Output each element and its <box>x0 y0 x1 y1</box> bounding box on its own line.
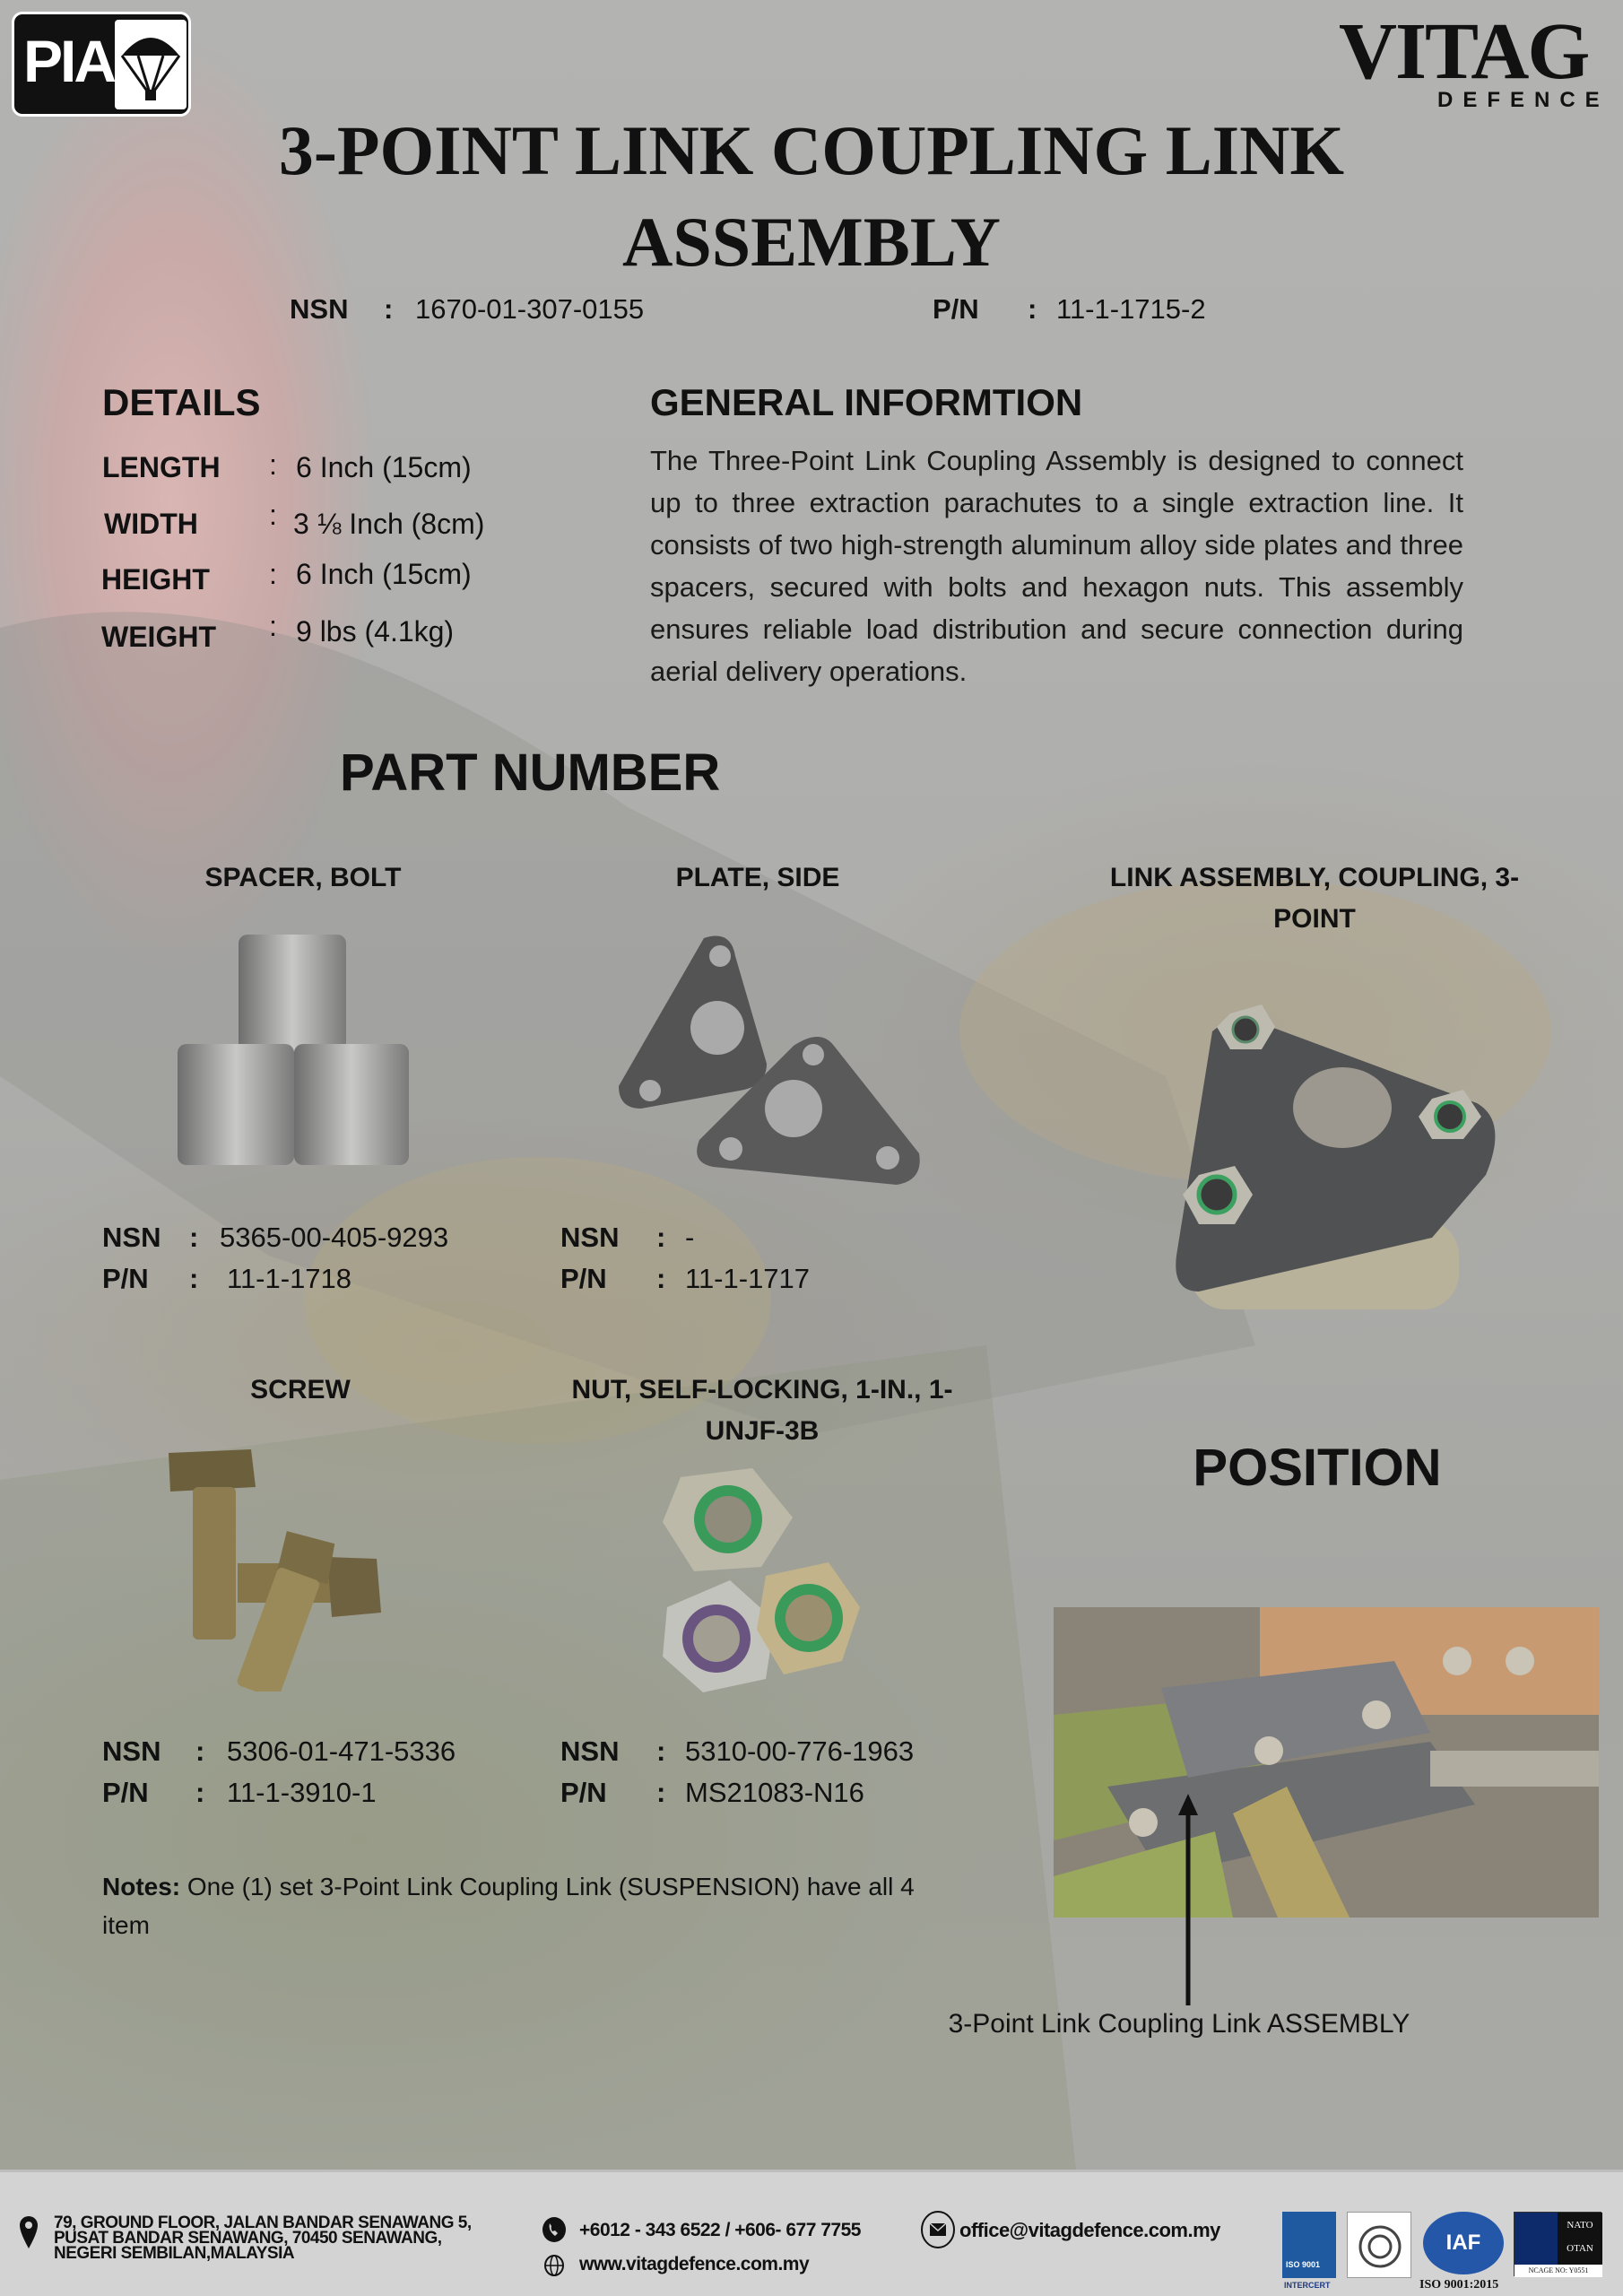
notes-text-line2: item <box>102 1911 150 1939</box>
iaf-badge: IAF <box>1423 2212 1504 2274</box>
nsn-value: 5310-00-776-1963 <box>685 1735 915 1767</box>
nato-text-block <box>1558 2213 1602 2265</box>
detail-label: WIDTH <box>104 508 198 540</box>
link-assembly-image <box>1163 996 1508 1333</box>
nut-pn-row <box>560 1777 864 1809</box>
position-caption: 3-Point Link Coupling Link ASSEMBLY <box>948 2009 1410 2039</box>
otan-text: OTAN <box>1567 2243 1593 2254</box>
pn-label: P/N <box>102 1263 149 1294</box>
nsn-label: NSN <box>560 1735 620 1767</box>
notes-text: One (1) set 3-Point Link Coupling Link (SUSPENSION) have all 4 <box>187 1873 915 1900</box>
spacer-pn-row <box>102 1263 352 1295</box>
screw-image <box>161 1442 404 1692</box>
nut-image <box>658 1464 864 1699</box>
nsn-sep: : <box>656 1222 666 1253</box>
vitag-logo-text: VITAG <box>1339 7 1589 96</box>
position-photo <box>1054 1607 1599 1918</box>
phone-number[interactable]: +6012 - 343 6522 / +606- 677 7755 <box>579 2220 861 2240</box>
pn-label: P/N <box>560 1777 607 1808</box>
pia-logo-text: PIA <box>23 28 115 94</box>
email-icon <box>920 2210 956 2249</box>
pn-sep: : <box>1028 293 1037 325</box>
nsn-value: - <box>685 1222 695 1253</box>
nsn-value: 5306-01-471-5336 <box>227 1735 456 1767</box>
arrow-icon <box>1175 1794 1202 2009</box>
detail-sep: : <box>269 499 277 531</box>
address-line: PUSAT BANDAR SENAWANG, 70450 SENAWANG, <box>54 2229 442 2248</box>
parachute-icon <box>115 20 187 109</box>
detail-value: 6 Inch (15cm) <box>296 558 472 590</box>
page-title-line2: ASSEMBLY <box>622 203 1001 281</box>
pn-label: P/N <box>102 1777 149 1808</box>
detail-value: 3 ⅛ Inch (8cm) <box>293 508 485 540</box>
pn-sep: : <box>189 1263 199 1294</box>
globe-icon <box>543 2254 565 2277</box>
spacer-nsn-row <box>102 1222 449 1254</box>
position-heading: POSITION <box>1193 1439 1442 1497</box>
iso-cert-text: ISO 9001 <box>1286 2260 1321 2269</box>
pn-label: P/N <box>560 1263 607 1294</box>
nsn-value: 5365-00-405-9293 <box>220 1222 449 1253</box>
part-number-heading: PART NUMBER <box>340 744 721 802</box>
location-pin-icon <box>20 2216 38 2248</box>
dsm-cert-badge <box>1347 2212 1411 2278</box>
nsn-label: NSN <box>560 1222 620 1253</box>
nsn-label: NSN <box>290 293 349 325</box>
part-title-line: NUT, SELF-LOCKING, 1-IN., 1- <box>571 1375 953 1405</box>
email-link[interactable]: office@vitagdefence.com.my <box>959 2219 1220 2241</box>
address-line: NEGERI SEMBILAN,MALAYSIA <box>54 2244 295 2263</box>
part-title-nut <box>493 1370 1031 1452</box>
part-title-line: LINK ASSEMBLY, COUPLING, 3- <box>1109 863 1520 892</box>
plate-pn-row <box>560 1263 811 1295</box>
screw-nsn-row <box>102 1735 456 1768</box>
part-title-link-assembly <box>1046 857 1584 940</box>
pn-value: 11-1-1717 <box>685 1263 811 1294</box>
phone-icon <box>542 2216 567 2243</box>
details-heading: DETAILS <box>102 381 261 423</box>
footer <box>0 2170 1623 2296</box>
pn-sep: : <box>656 1777 666 1808</box>
nsn-value: 1670-01-307-0155 <box>415 293 645 325</box>
general-info-heading: GENERAL INFORMTION <box>650 381 1083 423</box>
page-title: 3-POINT LINK COUPLING LINK <box>278 111 1345 189</box>
vitag-logo-sub: DEFENCE <box>1437 88 1610 112</box>
detail-label: WEIGHT <box>101 621 216 653</box>
pn-value: 11-1-1715-2 <box>1056 293 1206 325</box>
pn-value: 11-1-1718 <box>227 1263 352 1294</box>
detail-sep: : <box>269 558 277 590</box>
plate-nsn-row <box>560 1222 695 1254</box>
part-title-plate-side: PLATE, SIDE <box>675 863 840 892</box>
detail-sep: : <box>269 610 277 642</box>
pn-value: MS21083-N16 <box>685 1777 864 1808</box>
intercert-text: INTERCERT <box>1284 2281 1331 2290</box>
part-title-line: UNJF-3B <box>705 1416 820 1446</box>
address-line: 79, GROUND FLOOR, JALAN BANDAR SENAWANG 5, <box>54 2213 472 2232</box>
detail-value: 9 lbs (4.1kg) <box>296 615 455 648</box>
detail-label: LENGTH <box>102 451 221 483</box>
pn-value: 11-1-3910-1 <box>227 1777 377 1808</box>
detail-label: HEIGHT <box>101 563 210 596</box>
nsn-sep: : <box>384 293 394 325</box>
screw-pn-row <box>102 1777 377 1809</box>
iso-cert-badge <box>1282 2212 1336 2278</box>
address <box>54 2215 472 2261</box>
nut-nsn-row <box>560 1735 915 1768</box>
pia-logo <box>12 12 191 117</box>
nato-text: NATO <box>1567 2220 1593 2231</box>
plate-side-image <box>614 929 930 1195</box>
website-link[interactable]: www.vitagdefence.com.my <box>579 2254 810 2274</box>
detail-value: 6 Inch (15cm) <box>296 451 472 483</box>
part-title-line: POINT <box>1273 904 1356 934</box>
nsn-label: NSN <box>102 1735 161 1767</box>
nsn-label: NSN <box>102 1222 161 1253</box>
part-title-screw: SCREW <box>250 1375 351 1405</box>
nsn-sep: : <box>189 1222 199 1253</box>
pn-sep: : <box>195 1777 205 1808</box>
nsn-sep: : <box>195 1735 205 1767</box>
nsn-sep: : <box>656 1735 666 1767</box>
pn-label: P/N <box>933 293 979 325</box>
general-info-text: The Three-Point Link Coupling Assembly is designed to connect up to three extraction parachutes to a single extraction line. It consists of two high-strength aluminum alloy side plates and three spacers, secured with bolts and hexagon nuts. This assembly ensures reliable load distribution and secure connection during aerial delivery operations. <box>650 445 1463 687</box>
vitag-logo <box>1339 7 1610 118</box>
notes <box>102 1867 963 1944</box>
part-title-spacer-bolt: SPACER, BOLT <box>204 863 402 892</box>
detail-sep: : <box>269 448 277 481</box>
notes-label: Notes: <box>102 1873 181 1900</box>
ncage-text: NCAGE NO: Y0551 <box>1515 2265 1602 2277</box>
spacer-bolt-image <box>176 929 411 1171</box>
pn-sep: : <box>656 1263 666 1294</box>
iso-year-text: ISO 9001:2015 <box>1419 2278 1499 2292</box>
nato-badge <box>1514 2212 1601 2276</box>
